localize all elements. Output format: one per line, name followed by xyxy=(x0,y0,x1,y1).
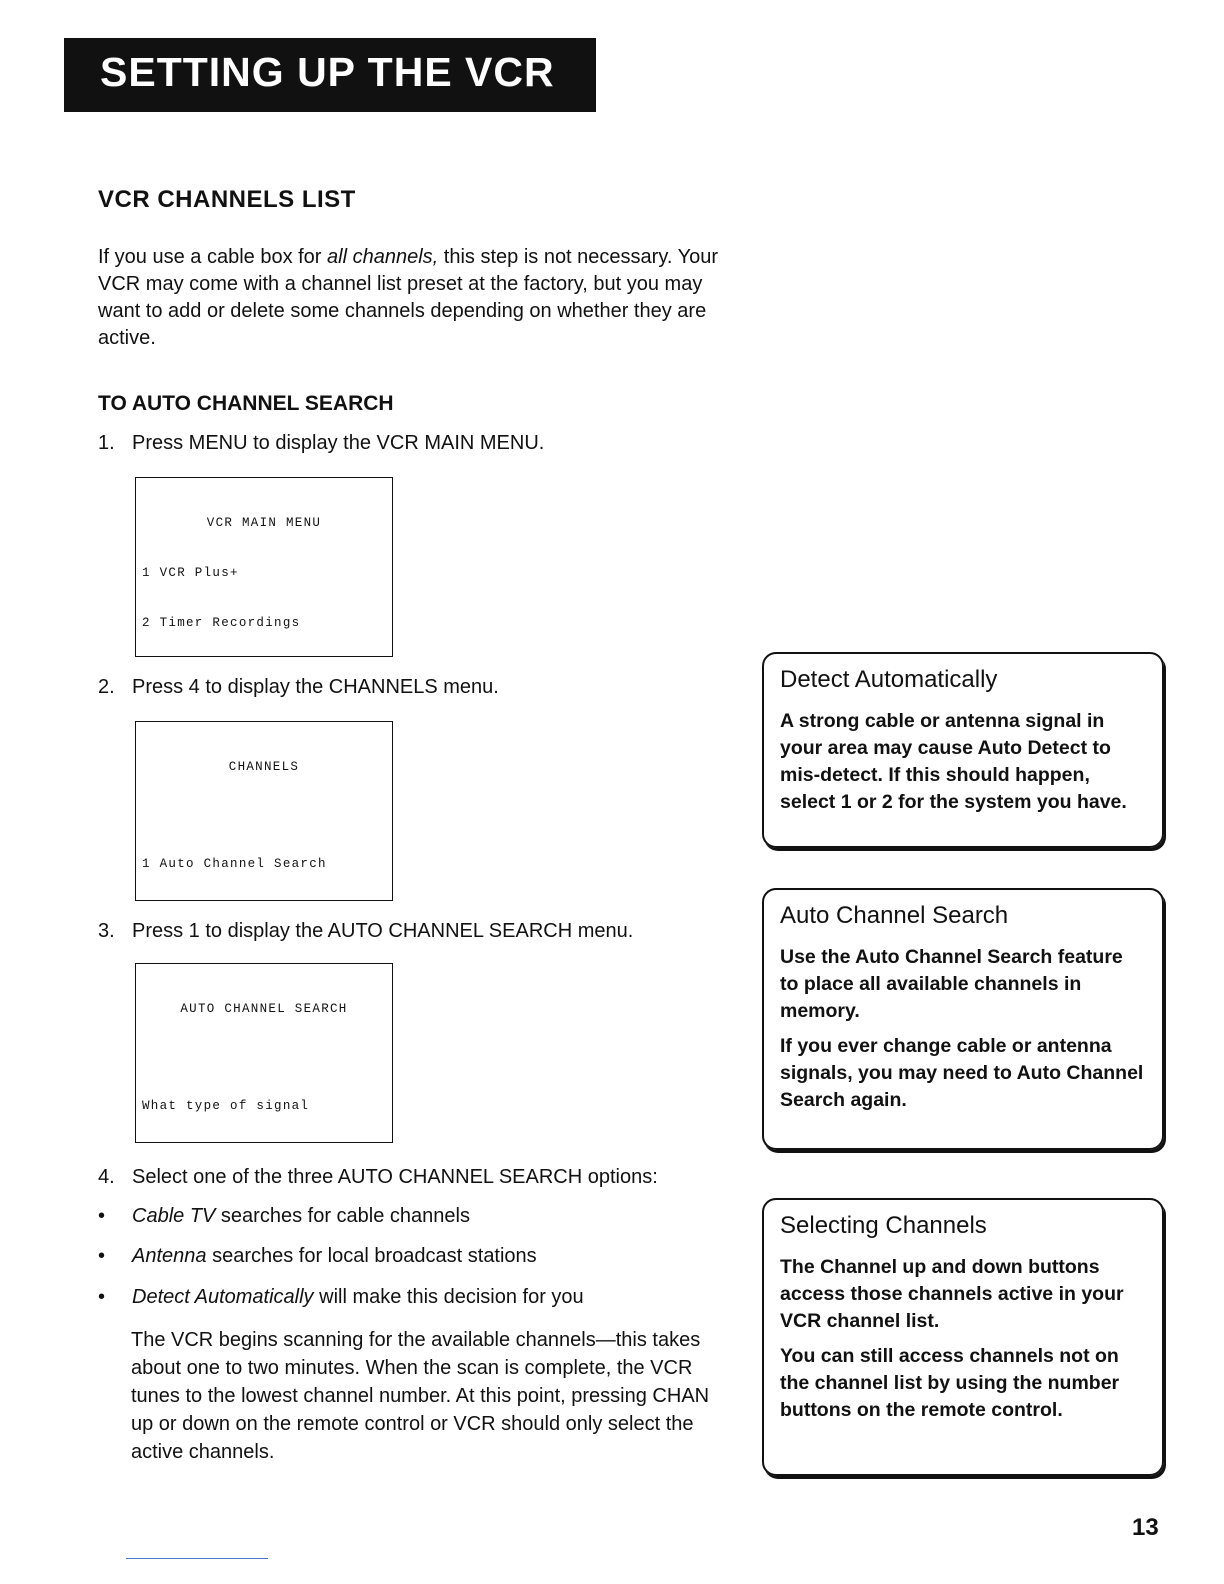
step-2 xyxy=(98,676,499,699)
bullet-emphasis: Cable TV xyxy=(132,1205,216,1227)
sidebar-selecting-channels xyxy=(762,1198,1164,1476)
intro-paragraph xyxy=(98,244,738,352)
step-4 xyxy=(98,1166,658,1189)
section-title: VCR CHANNELS LIST xyxy=(98,186,356,213)
step-text: Press MENU to display the VCR MAIN MENU. xyxy=(132,432,545,454)
step-number: 2. xyxy=(98,676,115,698)
intro-text-end: this step is not necessary. Your VCR may come with a channel list preset at the factory, but you may want to add or delete some channels depending on whether they are active. xyxy=(98,246,719,349)
step-1 xyxy=(98,432,544,455)
step-number: 3. xyxy=(98,920,115,942)
sidebar-title: Auto Channel Search xyxy=(780,902,1009,929)
bullet-emphasis: Detect Automatically xyxy=(132,1286,314,1308)
bullet-dot-icon: • xyxy=(98,1245,106,1267)
bullet-antenna xyxy=(98,1245,537,1268)
step-text: Select one of the three AUTO CHANNEL SEARCH options: xyxy=(132,1166,658,1188)
sidebar-text: The Channel up and down buttons access those channels active in your VCR channel list. xyxy=(780,1256,1124,1332)
menu-item: 1 VCR Plus+ xyxy=(142,565,239,580)
step-number: 4. xyxy=(98,1166,115,1188)
step-3 xyxy=(98,920,633,943)
bullet-dot-icon: • xyxy=(98,1205,106,1227)
scan-paragraph: The VCR begins scanning for the available channels—this takes about one to two minutes. When the scan is complete, the VCR tunes to the lowest channel number. At this point, pressing CHAN up or down on the remote control or VCR should only select the active channels. xyxy=(131,1329,710,1463)
step-number: 1. xyxy=(98,432,115,454)
auto-channel-search-screen xyxy=(135,963,393,1143)
spacer xyxy=(142,1051,386,1065)
intro-emphasis: all channels, xyxy=(327,246,439,268)
spacer xyxy=(142,809,386,823)
menu-item: 1 Auto Channel Search xyxy=(142,857,327,872)
menu-item: 2 Timer Recordings xyxy=(142,615,301,630)
bullet-emphasis: Antenna xyxy=(132,1245,207,1267)
page-number: 13 xyxy=(1132,1514,1159,1541)
intro-text-start: If you use a cable box for xyxy=(98,246,328,268)
sidebar-text: If you ever change cable or antenna signals, you may need to Auto Channel Search again. xyxy=(780,1035,1144,1111)
footer-divider xyxy=(126,1558,268,1559)
sidebar-text: You can still access channels not on the channel list by using the number buttons on the remote control. xyxy=(780,1345,1120,1421)
sidebar-title: Selecting Channels xyxy=(780,1212,987,1239)
step-text: Press 1 to display the AUTO CHANNEL SEARCH menu. xyxy=(132,920,634,942)
page-header-title: SETTING UP THE VCR xyxy=(100,49,555,95)
screen-title: CHANNELS xyxy=(228,760,300,775)
sidebar-text: Use the Auto Channel Search feature to place all available channels in memory. xyxy=(780,946,1123,1022)
subsection-title: TO AUTO CHANNEL SEARCH xyxy=(98,392,394,415)
screen-title: AUTO CHANNEL SEARCH xyxy=(180,1002,348,1017)
screen-question: What type of signal xyxy=(142,1099,310,1114)
step-text: Press 4 to display the CHANNELS menu. xyxy=(132,676,499,698)
bullet-detect-automatically xyxy=(98,1286,584,1309)
bullet-text: searches for cable channels xyxy=(215,1205,470,1227)
screen-title: VCR MAIN MENU xyxy=(206,516,322,531)
sidebar-detect-automatically xyxy=(762,652,1164,848)
bullet-text: will make this decision for you xyxy=(313,1286,584,1308)
bullet-cable-tv xyxy=(98,1205,470,1228)
channels-menu-screen xyxy=(135,721,393,901)
sidebar-title: Detect Automatically xyxy=(780,666,998,693)
bullet-text: searches for local broadcast stations xyxy=(206,1245,537,1267)
page-header-bar xyxy=(64,38,596,112)
vcr-main-menu-screen xyxy=(135,477,393,657)
bullet-dot-icon: • xyxy=(98,1286,106,1308)
sidebar-auto-channel-search xyxy=(762,888,1164,1150)
sidebar-text: A strong cable or antenna signal in your area may cause Auto Detect to mis-detect. If this should happen, select 1 or 2 for the system you have. xyxy=(780,710,1127,813)
